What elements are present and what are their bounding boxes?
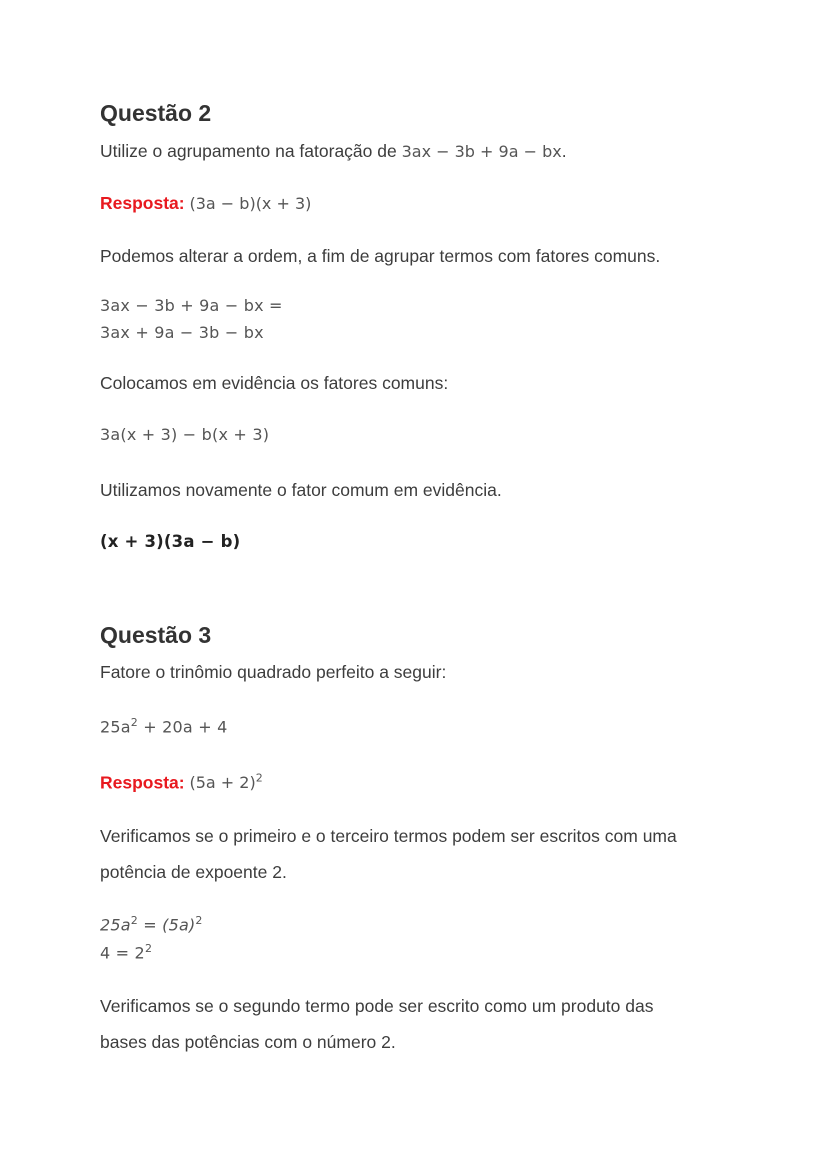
answer-base: (5a + 2) (189, 773, 256, 793)
exponent: 2 (144, 942, 153, 955)
expr-term: 25a (100, 915, 131, 935)
question-2-title: Questão 2 (100, 100, 212, 126)
math-expression: 3ax + 9a − 3b − bx (100, 323, 264, 342)
expr-term: = (5a) (137, 915, 196, 935)
exponent: 2 (130, 716, 138, 729)
prompt-text: Utilize o agrupamento na fatoração de (100, 141, 397, 161)
expr-term: 25a (100, 717, 131, 737)
question-2-answer (100, 193, 311, 214)
step-text: potência de expoente 2. (100, 862, 287, 882)
answer-expression (189, 773, 262, 792)
math-expression (100, 942, 152, 962)
answer-label: Resposta: (100, 772, 185, 793)
question-3-prompt: Fatore o trinômio quadrado perfeito a seguir: (100, 662, 447, 682)
expr-term: + 20a + 4 (137, 717, 228, 737)
expr-term: 4 = 2 (100, 943, 145, 963)
step-text: Utilizamos novamente o fator comum em evidência. (100, 480, 502, 500)
answer-expression: (3a − b)(x + 3) (189, 194, 312, 213)
step-text: bases das potências com o número 2. (100, 1032, 396, 1052)
question-3-answer (100, 772, 263, 793)
prompt-expression: 3ax − 3b + 9a − bx (401, 142, 562, 161)
math-expression (100, 914, 203, 934)
prompt-period: . (561, 141, 567, 161)
exponent: 2 (195, 914, 203, 927)
math-expression (100, 716, 227, 736)
exponent: 2 (130, 914, 138, 927)
step-text: Verificamos se o primeiro e o terceiro termos podem ser escritos com uma (100, 826, 677, 846)
step-text: Podemos alterar a ordem, a fim de agrupar termos com fatores comuns. (100, 246, 661, 266)
math-expression: 3a(x + 3) − b(x + 3) (100, 425, 270, 444)
math-expression: 3ax − 3b + 9a − bx = (100, 296, 283, 315)
step-text: Colocamos em evidência os fatores comuns: (100, 373, 449, 393)
step-text: Verificamos se o segundo termo pode ser escrito como um produto das (100, 996, 654, 1016)
math-result: (x + 3)(3a − b) (100, 532, 241, 551)
question-2-prompt (100, 141, 567, 162)
exponent: 2 (255, 772, 263, 785)
answer-label: Resposta: (100, 193, 185, 213)
question-3-title: Questão 3 (100, 622, 212, 648)
